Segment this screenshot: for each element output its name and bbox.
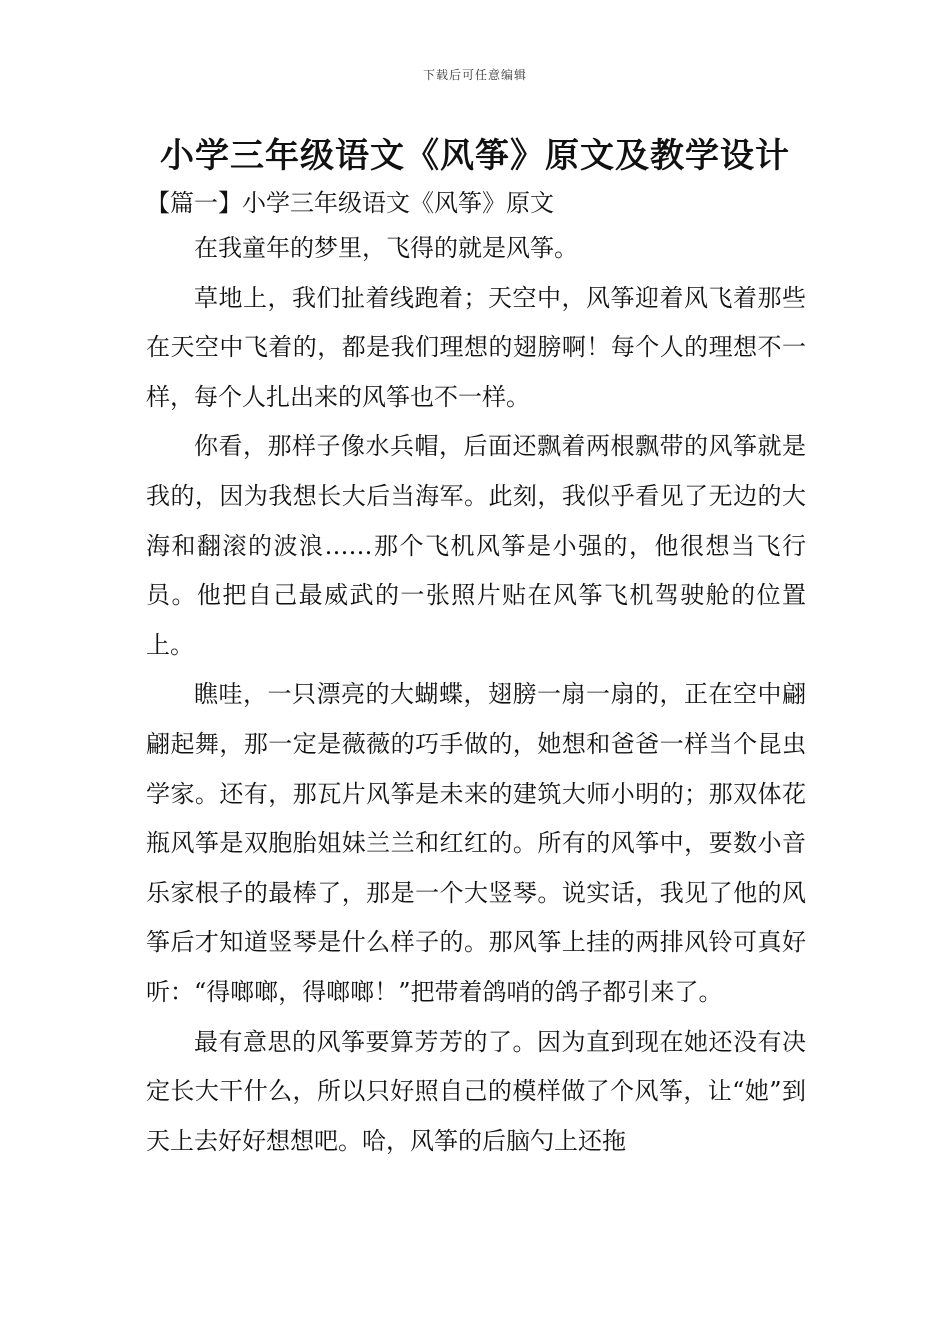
paragraph: 你看，那样子像水兵帽，后面还飘着两根飘带的风筝就是我的，因为我想长大后当海军。此刻，我似乎看见了无边的大海和翻滚的波浪……那个飞机风筝是小强的，他很想当飞行员。他把自己最威武的一张照片贴在风筝飞机驾驶舱的位置上。 bbox=[146, 432, 806, 659]
paragraph: 在我童年的梦里，飞得的就是风筝。 bbox=[194, 234, 578, 262]
paragraph: 瞧哇，一只漂亮的大蝴蝶，翅膀一扇一扇的，正在空中翩翩起舞，那一定是薇薇的巧手做的，她想和爸爸一样当个昆虫学家。还有，那瓦片风筝是未来的建筑大师小明的；那双体花瓶风筝是双胞胎姐妹兰兰和红红的。所有的风筝中，要数小音乐家根子的最棒了，那是一个大竖琴。说实话，我见了他的风筝后才知道竖琴是什么样子的。那风筝上挂的两排风铃可真好听：“得啷啷，得啷啷！”把带着鸽哨的鸽子都引来了。 bbox=[146, 680, 806, 1006]
section-heading: 【篇一】小学三年级语文《风筝》原文 bbox=[146, 189, 554, 217]
paragraph: 草地上，我们扯着线跑着；天空中，风筝迎着风飞着那些在天空中飞着的，都是我们理想的翅膀啊！每个人的理想不一样，每个人扎出来的风筝也不一样。 bbox=[146, 283, 806, 411]
document-body bbox=[146, 224, 806, 1166]
header-note: 下载后可任意编辑 bbox=[422, 68, 527, 82]
document-title: 小学三年级语文《风筝》原文及教学设计 bbox=[160, 136, 790, 176]
paragraph: 最有意思的风筝要算芳芳的了。因为直到现在她还没有决定长大干什么，所以只好照自己的模样做了个风筝，让“她”到天上去好好想想吧。哈，风筝的后脑勺上还拖 bbox=[146, 1027, 806, 1155]
